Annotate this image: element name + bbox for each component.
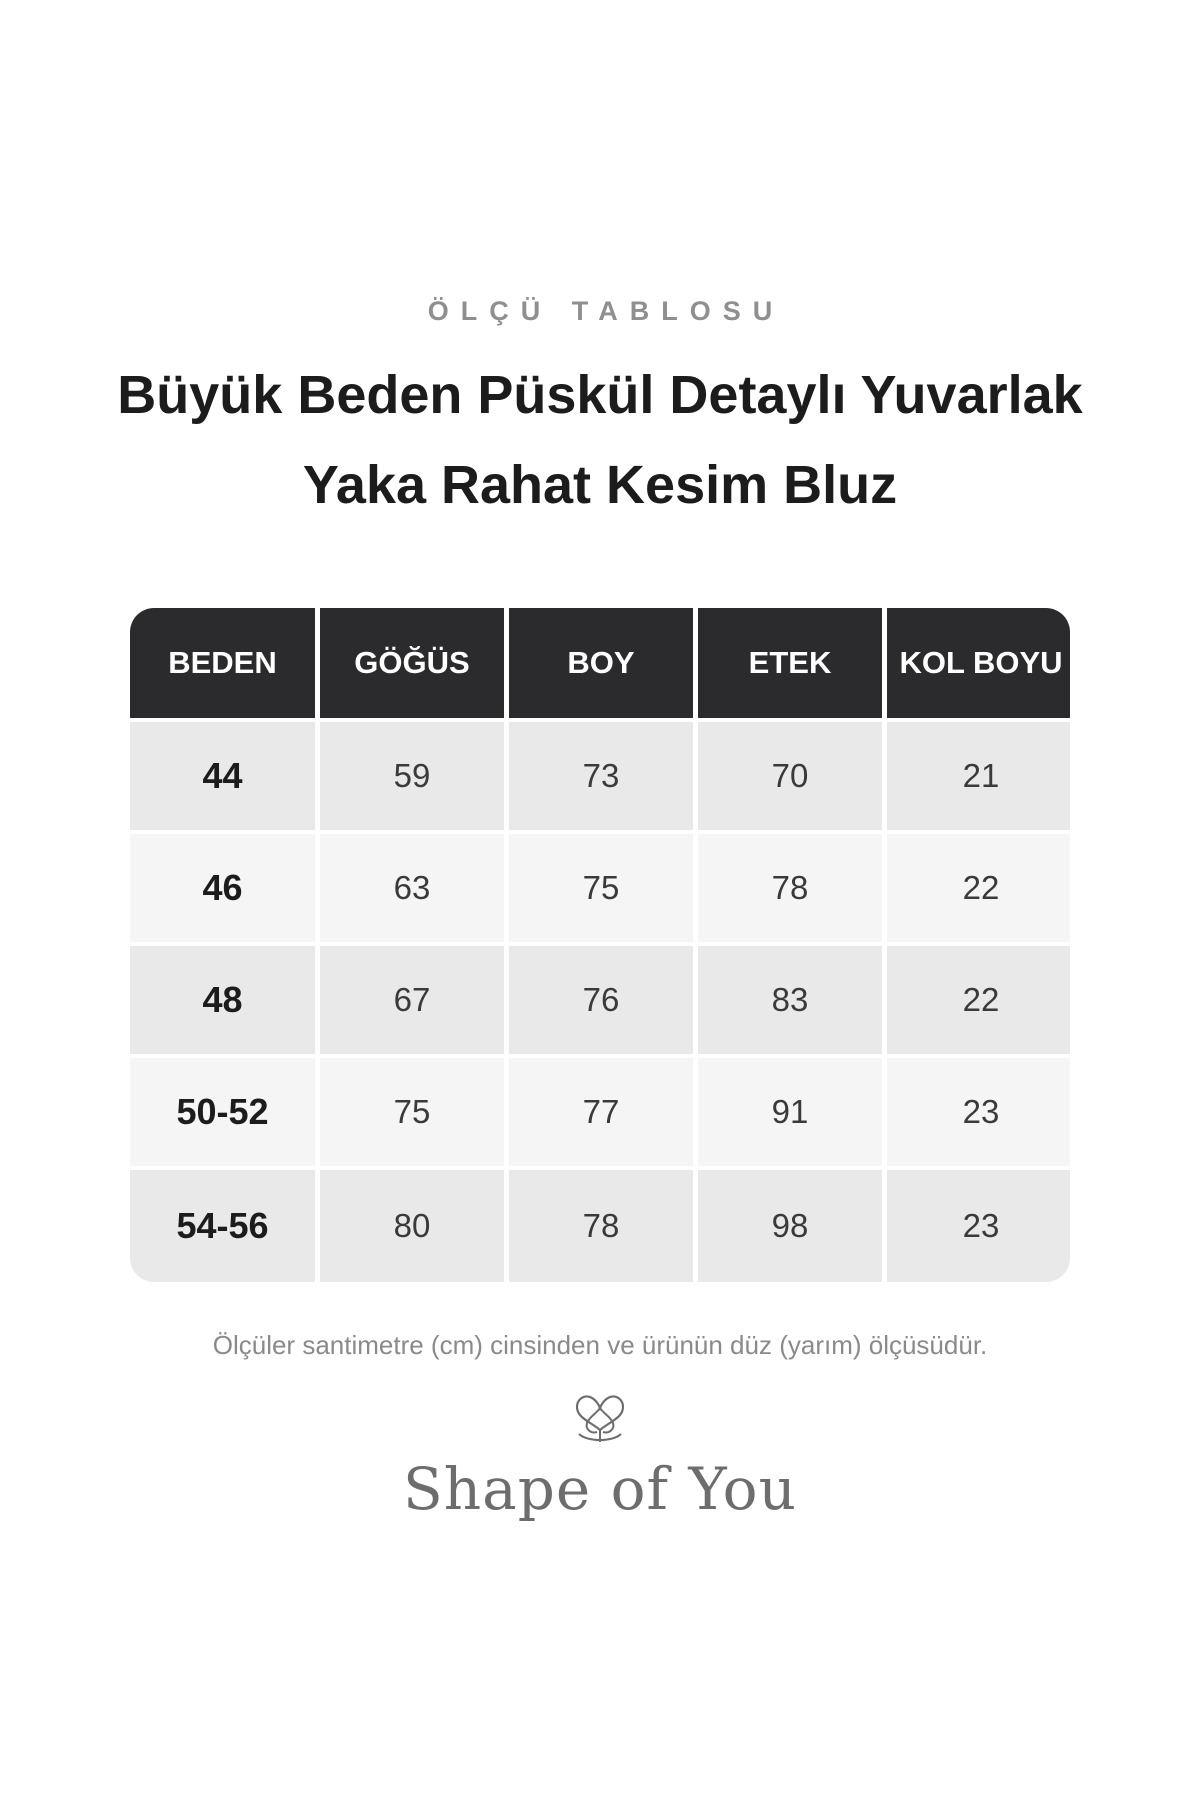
table-cell: 75 (509, 834, 693, 942)
table-cell: 98 (698, 1170, 882, 1282)
table-cell: 22 (887, 834, 1070, 942)
size-cell: 44 (130, 722, 315, 830)
table-cell: 78 (509, 1170, 693, 1282)
table-cell: 63 (320, 834, 504, 942)
product-title (100, 350, 1100, 530)
header-cell-kol-boyu: KOL BOYU (887, 608, 1070, 718)
table-cell: 70 (698, 722, 882, 830)
size-cell: 48 (130, 946, 315, 1054)
double-heart-monogram-icon (569, 1390, 631, 1448)
table-cell: 23 (887, 1058, 1070, 1166)
size-chart-eyebrow: ÖLÇÜ TABLOSU (427, 296, 785, 326)
size-cell: 50-52 (130, 1058, 315, 1166)
product-title-line-2: Yaka Rahat Kesim Bluz (302, 455, 898, 515)
table-cell: 59 (320, 722, 504, 830)
table-cell: 67 (320, 946, 504, 1054)
table-cell: 83 (698, 946, 882, 1054)
size-table (130, 608, 1070, 1282)
table-cell: 77 (509, 1058, 693, 1166)
table-cell: 22 (887, 946, 1070, 1054)
product-title-line-1: Büyük Beden Püskül Detaylı Yuvarlak (117, 365, 1083, 425)
header-cell-gogus: GÖĞÜS (320, 608, 504, 718)
table-cell: 73 (509, 722, 693, 830)
header-cell-boy: BOY (509, 608, 693, 718)
header-cell-beden: BEDEN (130, 608, 315, 718)
table-cell: 91 (698, 1058, 882, 1166)
table-cell: 23 (887, 1170, 1070, 1282)
header-cell-etek: ETEK (698, 608, 882, 718)
table-cell: 80 (320, 1170, 504, 1282)
size-cell: 54-56 (130, 1170, 315, 1282)
table-cell: 21 (887, 722, 1070, 830)
size-cell: 46 (130, 834, 315, 942)
measurement-note: Ölçüler santimetre (cm) cinsinden ve ürünün düz (yarım) ölçüsüdür. (212, 1330, 988, 1360)
brand-name: Shape of You (403, 1455, 797, 1523)
table-cell: 78 (698, 834, 882, 942)
table-cell: 76 (509, 946, 693, 1054)
table-cell: 75 (320, 1058, 504, 1166)
